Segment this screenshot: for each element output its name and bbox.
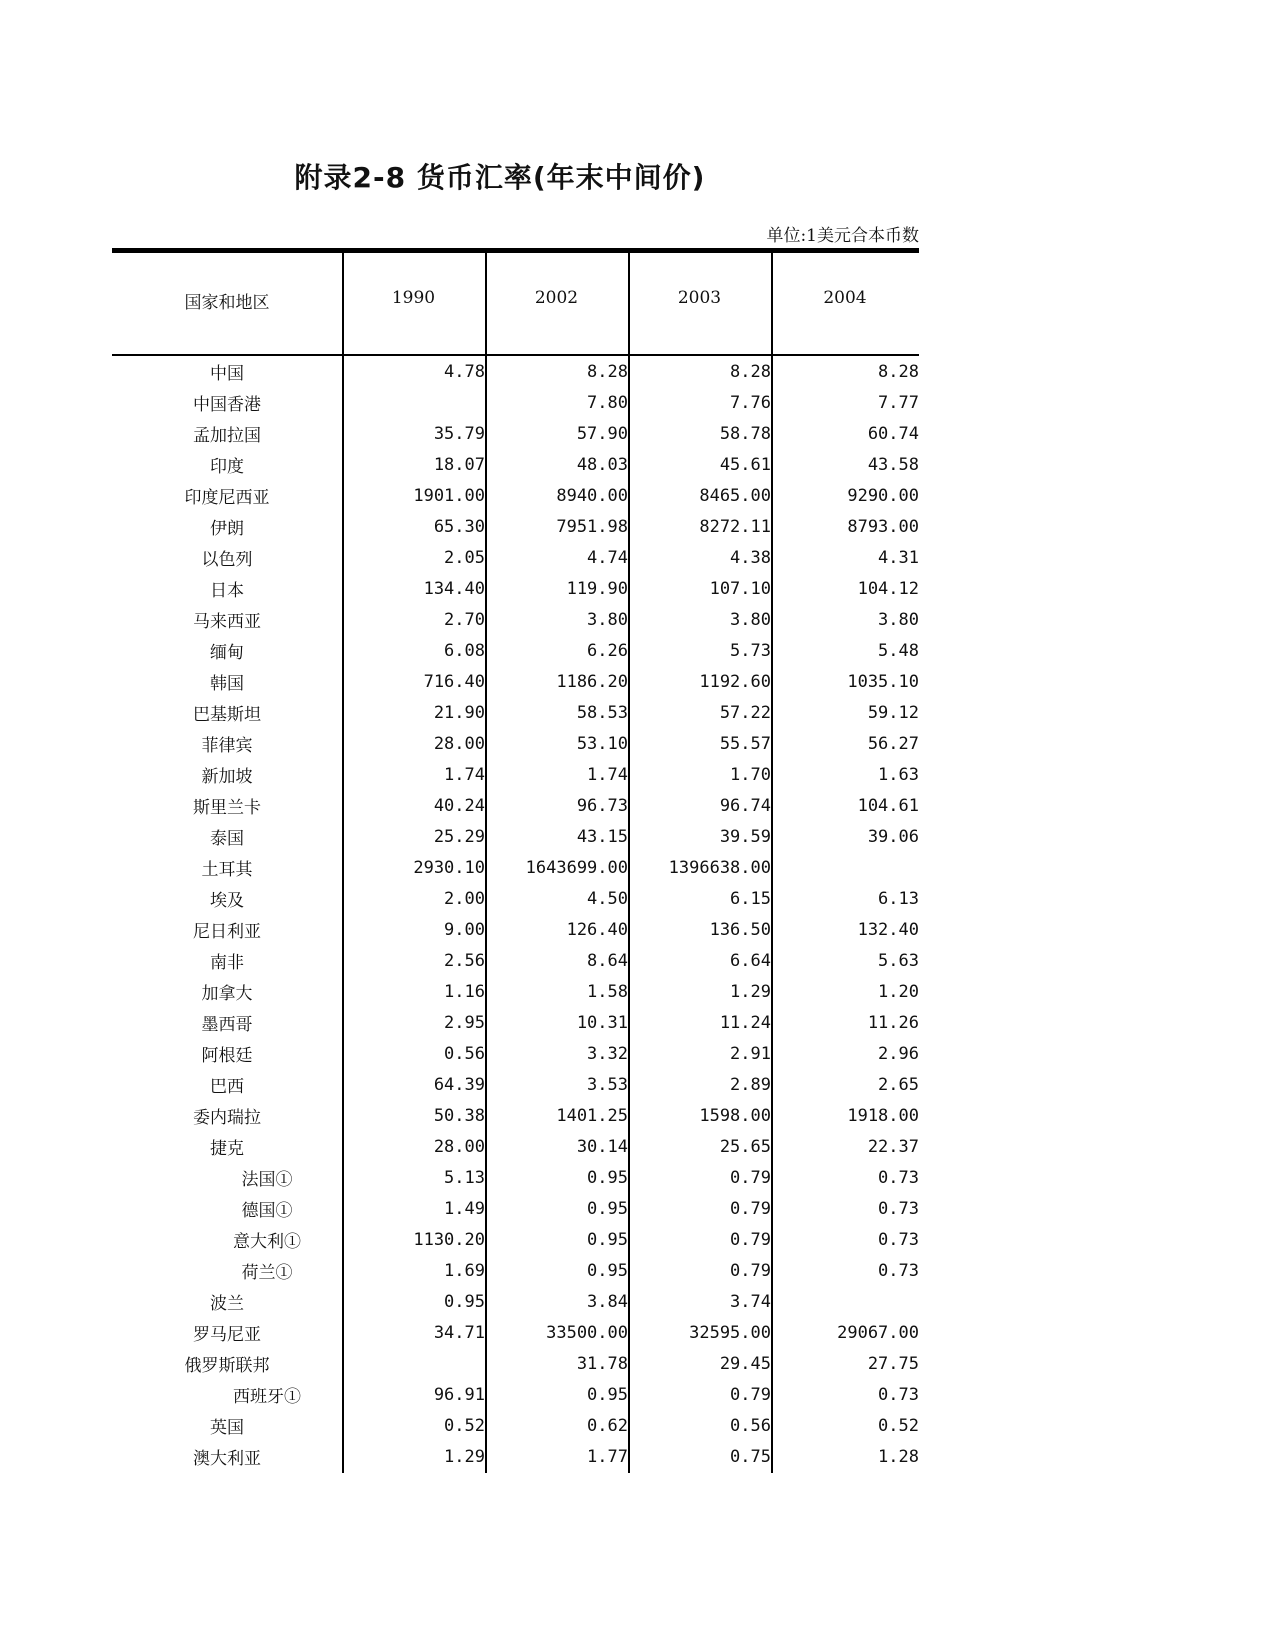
table-row: [112, 542, 919, 573]
rate-cell-2004: 8793.00: [847, 516, 919, 537]
rate-cell-1990: 134.40: [423, 578, 485, 599]
exchange-rate-table: [112, 356, 919, 1472]
table-row: [112, 1317, 919, 1348]
header-year: 2003: [677, 288, 722, 308]
rate-cell-2003: 0.79: [730, 1384, 771, 1405]
rate-cell-2004: 0.73: [878, 1167, 919, 1188]
rate-cell-2003: 8465.00: [699, 485, 771, 506]
rate-cell-1990: 4.78: [444, 361, 485, 382]
rate-cell-2003: 6.64: [730, 950, 771, 971]
rate-cell-2002: 0.62: [587, 1415, 628, 1436]
rate-cell-2004: 0.73: [878, 1384, 919, 1405]
rate-cell-2003: 107.10: [709, 578, 771, 599]
rate-cell-2003: 1192.60: [699, 671, 771, 692]
rate-cell-2003: 3.80: [730, 609, 771, 630]
country-name: 土耳其: [201, 860, 253, 880]
table-row: [112, 1162, 919, 1193]
rate-cell-2003: 6.15: [730, 888, 771, 909]
rate-cell-1990: 21.90: [433, 702, 485, 723]
country-name: 印度: [210, 457, 244, 477]
rate-cell-2004: 1.20: [878, 981, 919, 1002]
rate-cell-2003: 1.70: [730, 764, 771, 785]
rate-cell-1990: 1.69: [444, 1260, 485, 1281]
rate-cell-2003: 39.59: [719, 826, 771, 847]
rate-cell-2002: 4.50: [587, 888, 628, 909]
rate-cell-1990: 65.30: [433, 516, 485, 537]
table-row: [112, 573, 919, 604]
country-name: 阿根廷: [201, 1046, 253, 1066]
rate-cell-2004: 3.80: [878, 609, 919, 630]
country-name: 法国①: [241, 1170, 293, 1190]
rate-cell-2004: [771, 1286, 919, 1317]
rate-cell-2002: 96.73: [576, 795, 628, 816]
country-name: 捷克: [210, 1139, 244, 1159]
country-name: 菲律宾: [201, 736, 253, 756]
country-name: 意大利①: [233, 1232, 301, 1252]
country-name: 日本: [210, 581, 244, 601]
rate-cell-1990: 9.00: [444, 919, 485, 940]
country-name: 印度尼西亚: [184, 488, 270, 508]
rate-cell-1990: 2.56: [444, 950, 485, 971]
rate-cell-2003: 1396638.00: [668, 857, 771, 878]
table-row: [112, 821, 919, 852]
rate-cell-1990: 25.29: [433, 826, 485, 847]
rate-cell-1990: 1.16: [444, 981, 485, 1002]
rate-cell-2002: 1.77: [587, 1446, 628, 1467]
rate-cell-2004: 43.58: [867, 454, 919, 475]
rate-cell-2003: 55.57: [719, 733, 771, 754]
rate-cell-1990: 1.49: [444, 1198, 485, 1219]
country-name: 韩国: [210, 674, 244, 694]
rate-cell-2002: 7951.98: [556, 516, 628, 537]
rate-cell-2002: 8.64: [587, 950, 628, 971]
rate-cell-2004: 39.06: [867, 826, 919, 847]
rate-cell-2004: 27.75: [867, 1353, 919, 1374]
table-row: [112, 418, 919, 449]
table-row: [112, 790, 919, 821]
country-name: 波兰: [210, 1294, 244, 1314]
rate-cell-2003: 3.74: [730, 1291, 771, 1312]
rate-cell-2004: 22.37: [867, 1136, 919, 1157]
rate-cell-2002: 0.95: [587, 1384, 628, 1405]
rate-cell-2003: 0.79: [730, 1167, 771, 1188]
rate-cell-2003: 0.79: [730, 1260, 771, 1281]
rate-cell-1990: 2.95: [444, 1012, 485, 1033]
rate-cell-1990: 1130.20: [413, 1229, 485, 1250]
rate-cell-1990: [342, 387, 485, 418]
rate-cell-1990: 1.29: [444, 1446, 485, 1467]
table-row: [112, 1193, 919, 1224]
table-row: [112, 1410, 919, 1441]
rate-cell-2002: 48.03: [576, 454, 628, 475]
rate-cell-2002: 1.74: [587, 764, 628, 785]
rate-cell-2002: 1186.20: [556, 671, 628, 692]
rate-cell-2002: 3.32: [587, 1043, 628, 1064]
rate-cell-2003: 0.75: [730, 1446, 771, 1467]
country-name: 巴基斯坦: [193, 705, 261, 725]
rate-cell-1990: 28.00: [433, 1136, 485, 1157]
rate-cell-2004: 7.77: [878, 392, 919, 413]
rate-cell-2003: 8.28: [730, 361, 771, 382]
rate-cell-2004: 1.63: [878, 764, 919, 785]
country-name: 德国①: [241, 1201, 293, 1221]
rate-cell-2002: 3.53: [587, 1074, 628, 1095]
country-name: 俄罗斯联邦: [184, 1356, 270, 1376]
rate-cell-2004: 56.27: [867, 733, 919, 754]
rate-cell-2004: 1035.10: [847, 671, 919, 692]
country-name: 西班牙①: [233, 1387, 301, 1407]
rate-cell-1990: 2.70: [444, 609, 485, 630]
table-row: [112, 1348, 919, 1379]
rate-cell-2002: 0.95: [587, 1198, 628, 1219]
rate-cell-2002: 7.80: [587, 392, 628, 413]
table-row: [112, 945, 919, 976]
rate-cell-2002: 3.84: [587, 1291, 628, 1312]
rate-cell-2002: 4.74: [587, 547, 628, 568]
rate-cell-2004: 0.73: [878, 1229, 919, 1250]
rate-cell-2004: 1.28: [878, 1446, 919, 1467]
rate-cell-1990: 18.07: [433, 454, 485, 475]
rate-cell-1990: 34.71: [433, 1322, 485, 1343]
rate-cell-2002: 43.15: [576, 826, 628, 847]
rate-cell-2002: 57.90: [576, 423, 628, 444]
rate-cell-2003: 29.45: [719, 1353, 771, 1374]
rate-cell-1990: 2.05: [444, 547, 485, 568]
rate-cell-1990: 0.56: [444, 1043, 485, 1064]
table-row: [112, 480, 919, 511]
rate-cell-1990: 5.13: [444, 1167, 485, 1188]
rate-cell-2004: 5.48: [878, 640, 919, 661]
rate-cell-2003: 32595.00: [689, 1322, 771, 1343]
rate-cell-2002: 1643699.00: [525, 857, 628, 878]
rate-cell-1990: [342, 1348, 485, 1379]
table-row: [112, 635, 919, 666]
table-row: [112, 852, 919, 883]
rate-cell-1990: 64.39: [433, 1074, 485, 1095]
table-top-rule: [112, 248, 919, 253]
country-name: 荷兰①: [241, 1263, 293, 1283]
rate-cell-2004: 0.73: [878, 1260, 919, 1281]
rate-cell-2003: 96.74: [719, 795, 771, 816]
rate-cell-2002: 0.95: [587, 1167, 628, 1188]
rate-cell-2003: 57.22: [719, 702, 771, 723]
rate-cell-2003: 0.56: [730, 1415, 771, 1436]
rate-cell-2002: 8940.00: [556, 485, 628, 506]
rate-cell-2004: 104.61: [857, 795, 919, 816]
rate-cell-2004: 2.96: [878, 1043, 919, 1064]
rate-cell-2004: 0.73: [878, 1198, 919, 1219]
rate-cell-2003: 136.50: [709, 919, 771, 940]
rate-cell-2002: 1.58: [587, 981, 628, 1002]
country-name: 加拿大: [201, 984, 253, 1004]
country-name: 澳大利亚: [193, 1449, 261, 1469]
rate-cell-1990: 50.38: [433, 1105, 485, 1126]
table-row: [112, 387, 919, 418]
table-row: [112, 697, 919, 728]
rate-cell-2004: 104.12: [857, 578, 919, 599]
country-name: 尼日利亚: [193, 922, 261, 942]
rate-cell-2004: [771, 852, 919, 883]
rate-cell-2004: 11.26: [867, 1012, 919, 1033]
rate-cell-2004: 132.40: [857, 919, 919, 940]
table-row: [112, 449, 919, 480]
rate-cell-2003: 1598.00: [699, 1105, 771, 1126]
rate-cell-2002: 8.28: [587, 361, 628, 382]
rate-cell-2002: 1401.25: [556, 1105, 628, 1126]
rate-cell-2002: 31.78: [576, 1353, 628, 1374]
country-name: 孟加拉国: [193, 426, 261, 446]
rate-cell-2004: 1918.00: [847, 1105, 919, 1126]
header-year: 1990: [391, 288, 436, 308]
rate-cell-2003: 2.89: [730, 1074, 771, 1095]
page-title: 附录2-8 货币汇率(年末中间价): [294, 161, 706, 194]
rate-cell-2004: 6.13: [878, 888, 919, 909]
table-row: [112, 604, 919, 635]
rate-cell-2002: 33500.00: [546, 1322, 628, 1343]
country-name: 中国: [210, 364, 244, 384]
rate-cell-1990: 716.40: [423, 671, 485, 692]
table-row: [112, 1038, 919, 1069]
rate-cell-2002: 119.90: [566, 578, 628, 599]
country-name: 罗马尼亚: [193, 1325, 261, 1345]
table-row: [112, 1255, 919, 1286]
rate-cell-2002: 0.95: [587, 1229, 628, 1250]
rate-cell-2002: 3.80: [587, 609, 628, 630]
table-row: [112, 1100, 919, 1131]
rate-cell-2004: 0.52: [878, 1415, 919, 1436]
rate-cell-2002: 126.40: [566, 919, 628, 940]
rate-cell-1990: 0.95: [444, 1291, 485, 1312]
country-name: 伊朗: [210, 519, 244, 539]
rate-cell-2002: 0.95: [587, 1260, 628, 1281]
rate-cell-1990: 96.91: [433, 1384, 485, 1405]
table-row: [112, 976, 919, 1007]
country-name: 泰国: [210, 829, 244, 849]
rate-cell-2002: 53.10: [576, 733, 628, 754]
rate-cell-2003: 0.79: [730, 1198, 771, 1219]
rate-cell-2003: 58.78: [719, 423, 771, 444]
rate-cell-2003: 4.38: [730, 547, 771, 568]
rate-cell-2003: 2.91: [730, 1043, 771, 1064]
rate-cell-2002: 58.53: [576, 702, 628, 723]
rate-cell-1990: 6.08: [444, 640, 485, 661]
country-name: 委内瑞拉: [193, 1108, 261, 1128]
country-name: 斯里兰卡: [193, 798, 261, 818]
rate-cell-1990: 40.24: [433, 795, 485, 816]
table-row: [112, 356, 919, 387]
rate-cell-2004: 9290.00: [847, 485, 919, 506]
rate-cell-2004: 60.74: [867, 423, 919, 444]
rate-cell-1990: 0.52: [444, 1415, 485, 1436]
table-row: [112, 728, 919, 759]
country-name: 埃及: [210, 891, 244, 911]
rate-cell-1990: 2930.10: [413, 857, 485, 878]
table-row: [112, 666, 919, 697]
table-row: [112, 1224, 919, 1255]
header-year: 2002: [534, 288, 579, 308]
rate-cell-2003: 0.79: [730, 1229, 771, 1250]
table-row: [112, 1379, 919, 1410]
rate-cell-2004: 4.31: [878, 547, 919, 568]
table-row: [112, 1131, 919, 1162]
rate-cell-2004: 5.63: [878, 950, 919, 971]
rate-cell-2004: 2.65: [878, 1074, 919, 1095]
rate-cell-1990: 28.00: [433, 733, 485, 754]
table-row: [112, 1286, 919, 1317]
rate-cell-2003: 5.73: [730, 640, 771, 661]
country-name: 缅甸: [210, 643, 244, 663]
country-name: 巴西: [210, 1077, 244, 1097]
rate-cell-1990: 1.74: [444, 764, 485, 785]
rate-cell-2002: 30.14: [576, 1136, 628, 1157]
rate-cell-2003: 8272.11: [699, 516, 771, 537]
country-name: 新加坡: [201, 767, 253, 787]
country-name: 以色列: [201, 550, 253, 570]
rate-cell-2002: 10.31: [576, 1012, 628, 1033]
country-name: 马来西亚: [193, 612, 261, 632]
table-row: [112, 1069, 919, 1100]
rate-cell-2003: 45.61: [719, 454, 771, 475]
table-row: [112, 759, 919, 790]
rate-cell-2003: 11.24: [719, 1012, 771, 1033]
rate-cell-2003: 7.76: [730, 392, 771, 413]
country-name: 墨西哥: [201, 1015, 253, 1035]
rate-cell-2004: 29067.00: [837, 1322, 919, 1343]
country-name: 南非: [210, 953, 244, 973]
country-name: 英国: [210, 1418, 244, 1438]
table-row: [112, 1441, 919, 1472]
country-name: 中国香港: [193, 395, 261, 415]
table-row: [112, 511, 919, 542]
rate-cell-1990: 2.00: [444, 888, 485, 909]
rate-cell-1990: 1901.00: [413, 485, 485, 506]
table-row: [112, 1007, 919, 1038]
header-region: 国家和地区: [184, 293, 270, 313]
rate-cell-2002: 6.26: [587, 640, 628, 661]
table-row: [112, 914, 919, 945]
rate-cell-1990: 35.79: [433, 423, 485, 444]
table-row: [112, 883, 919, 914]
rate-cell-2004: 59.12: [867, 702, 919, 723]
rate-cell-2003: 1.29: [730, 981, 771, 1002]
unit-note: 单位:1美元合本币数: [766, 226, 919, 246]
header-year: 2004: [823, 288, 867, 308]
rate-cell-2003: 25.65: [719, 1136, 771, 1157]
rate-cell-2004: 8.28: [878, 361, 919, 382]
